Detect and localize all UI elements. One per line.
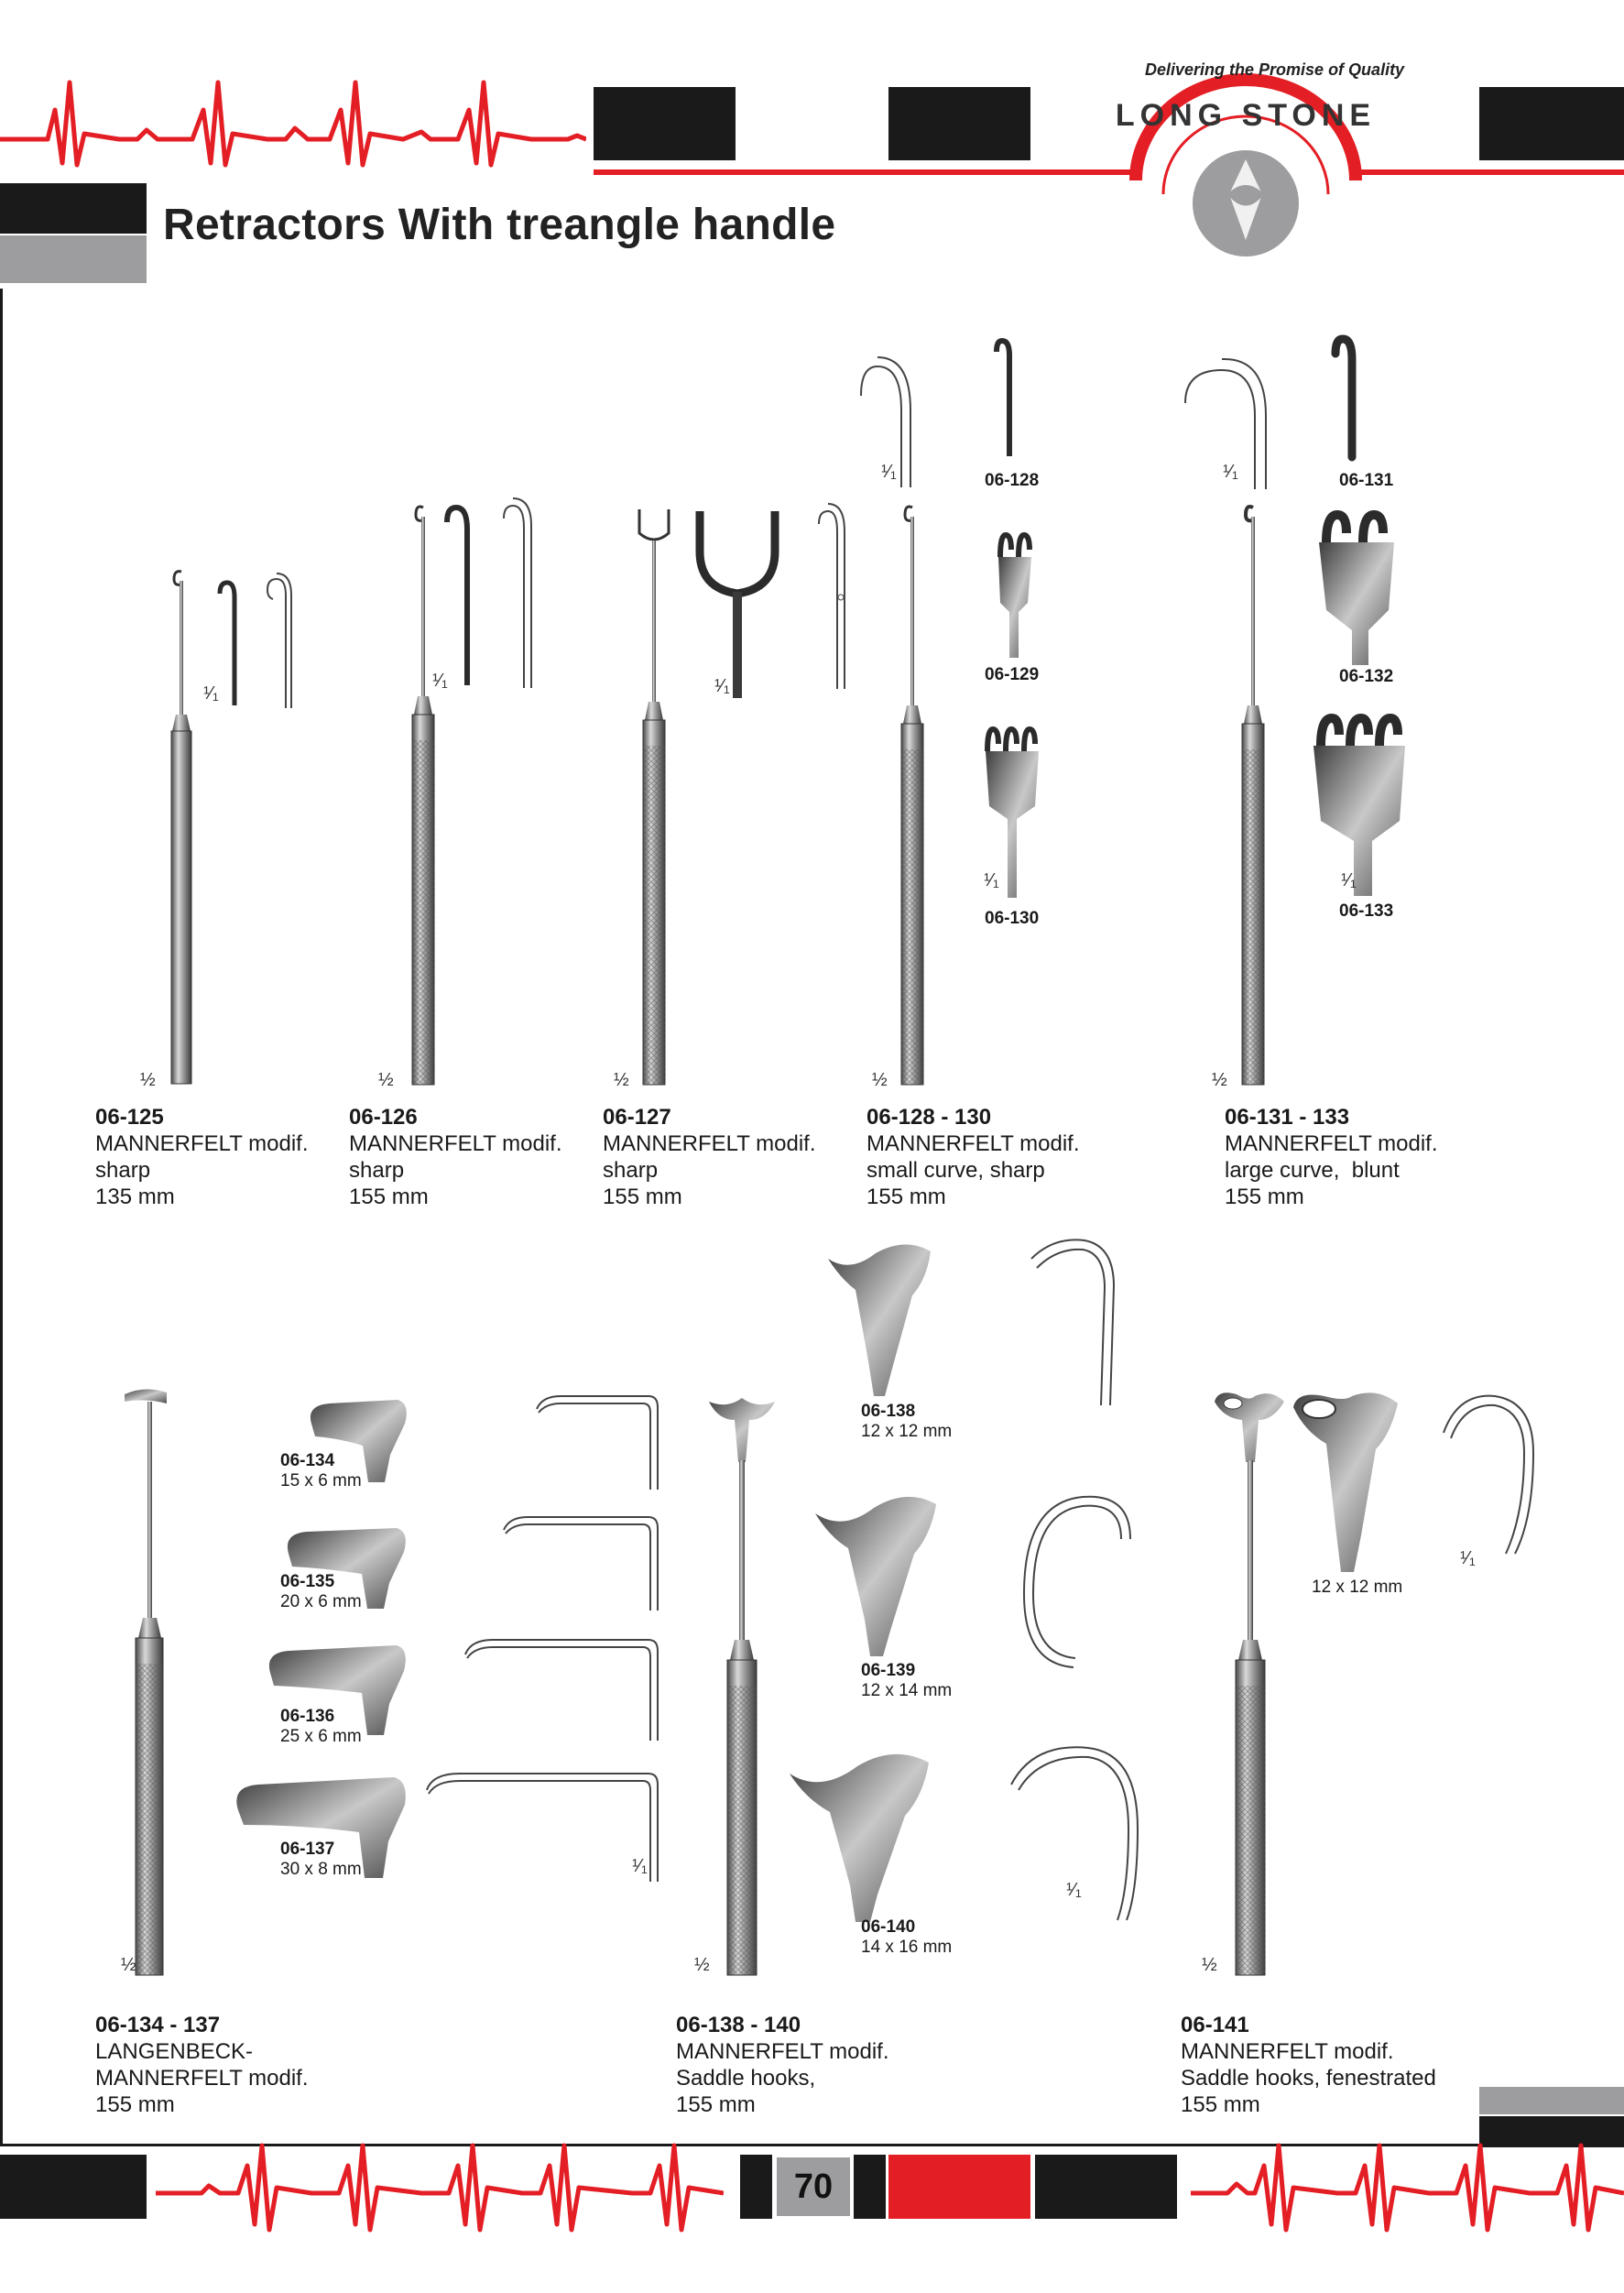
tip-label-06-132: 06-132 (1339, 667, 1394, 686)
scale-label: ½ (1202, 1955, 1217, 1975)
product-desc: sharp (603, 1158, 659, 1183)
product-name: MANNERFELT modif. (95, 1131, 309, 1156)
curve-06-139 (1019, 1484, 1138, 1667)
brand-slogan: Delivering the Promise of Quality (1145, 60, 1405, 79)
long-stone-logo (1108, 57, 1383, 277)
product-code: 06-134 - 137 (95, 2013, 221, 2037)
curve-06-141 (1438, 1389, 1539, 1554)
saddle-06-140 (786, 1739, 932, 1922)
page-title: Retractors With treangle handle (163, 201, 836, 249)
scale-label: ½ (694, 1955, 710, 1975)
instrument-06-131 (1226, 502, 1281, 1090)
tip-label-06-133: 06-133 (1339, 901, 1394, 921)
title-black-bar (0, 183, 147, 234)
header-red-rule (594, 169, 1134, 175)
instrument-06-125 (156, 568, 211, 1090)
product-code: 06-127 (603, 1105, 671, 1130)
instrument-06-141 (1209, 1389, 1292, 1981)
fork-tip-06-133 (1310, 713, 1411, 896)
scale-label: ½ (121, 1955, 136, 1975)
saddle-label-06-139 (861, 1661, 952, 1701)
product-code: 06-141 (1181, 2013, 1249, 2037)
instrument-06-127 (627, 506, 681, 1090)
saddle-06-139 (812, 1482, 940, 1656)
tip-label-06-131: 06-131 (1339, 471, 1394, 490)
caption-06-141 (1181, 2012, 1436, 2118)
instrument-06-138-140 (705, 1392, 779, 1981)
hook-tip-06-128 (995, 337, 1022, 456)
product-code: 06-128 - 130 (866, 1105, 992, 1130)
blade-label-06-135 (280, 1572, 362, 1612)
product-length: 155 mm (349, 1185, 429, 1209)
saddle-size: 14 x 16 mm (861, 1938, 953, 1957)
hook-tip-06-131 (1332, 333, 1374, 457)
heartbeat-line-bottom-right (1191, 2142, 1624, 2243)
product-name: MANNERFELT modif. (603, 1131, 816, 1156)
saddle-code: 06-139 (861, 1661, 916, 1680)
tip-label-06-129: 06-129 (985, 665, 1040, 684)
scale-label: ½ (872, 1070, 888, 1090)
caption-06-126 (349, 1104, 562, 1210)
saddle-06-138 (824, 1231, 934, 1396)
product-length: 155 mm (866, 1185, 946, 1209)
tip-label-06-128: 06-128 (985, 471, 1040, 490)
blade-size: 20 x 6 mm (280, 1592, 362, 1611)
product-name-2: MANNERFELT modif. (95, 2066, 309, 2091)
blade-code: 06-137 (280, 1840, 335, 1859)
scale-label: ¹⁄₁ (1341, 870, 1357, 890)
instrument-06-134-137 (117, 1385, 181, 1981)
product-desc: large curve, blunt (1225, 1158, 1400, 1183)
header-red-rule-right (1356, 169, 1624, 175)
footer-red-block (888, 2155, 1030, 2219)
product-name: MANNERFELT modif. (1181, 2039, 1394, 2064)
scale-label: ¹⁄₁ (881, 462, 897, 482)
heartbeat-line-bottom-left (156, 2142, 724, 2243)
saddle-size: 12 x 12 mm (861, 1422, 953, 1441)
blade-size: 25 x 6 mm (280, 1727, 362, 1746)
product-code: 06-126 (349, 1105, 418, 1130)
page-number: 70 (777, 2157, 850, 2216)
scale-label: ¹⁄₁ (1460, 1548, 1476, 1568)
scale-label: ¹⁄₁ (432, 671, 448, 691)
header-black-block-2 (888, 87, 1030, 160)
fenestrated-tip-06-141 (1288, 1389, 1403, 1572)
product-name: LANGENBECK- (95, 2039, 254, 2064)
caption-06-138-140 (676, 2012, 889, 2118)
profile-06-135 (500, 1510, 670, 1611)
left-margin-rule (0, 289, 3, 2144)
blade-code: 06-136 (280, 1707, 335, 1726)
saddle-label-06-138 (861, 1402, 952, 1442)
product-length: 155 mm (603, 1185, 682, 1209)
title-grey-bar (0, 235, 147, 283)
blade-code: 06-135 (280, 1572, 335, 1591)
fork-tip-06-127 (687, 506, 788, 698)
blade-code: 06-134 (280, 1451, 335, 1470)
instrument-06-126 (396, 502, 451, 1090)
profile-06-136 (462, 1631, 670, 1741)
hook-tip-06-127-b (817, 506, 854, 689)
product-code: 06-131 - 133 (1225, 1105, 1350, 1130)
header-black-block-1 (594, 87, 736, 160)
blade-size: 15 x 6 mm (280, 1471, 362, 1490)
product-length: 135 mm (95, 1185, 175, 1209)
caption-06-127 (603, 1104, 816, 1210)
scale-label: ¹⁄₁ (632, 1856, 648, 1876)
heartbeat-line-top (0, 73, 586, 174)
curve-06-138 (1026, 1231, 1127, 1405)
scale-label: ¹⁄₁ (1066, 1880, 1082, 1900)
product-length: 155 mm (676, 2092, 756, 2117)
product-name: MANNERFELT modif. (349, 1131, 562, 1156)
scale-label: ¹⁄₁ (714, 676, 730, 696)
footer-page-box-left (740, 2155, 772, 2219)
footer-black-block-mid (1035, 2155, 1177, 2219)
scale-label: ¹⁄₁ (984, 870, 999, 890)
tip-label-06-130: 06-130 (985, 909, 1040, 928)
fenestrated-size: 12 x 12 mm (1312, 1578, 1403, 1597)
fork-tip-06-132 (1315, 509, 1398, 665)
hook-tip-06-125-a (216, 577, 244, 705)
product-code: 06-138 - 140 (676, 2013, 801, 2037)
caption-06-131-133 (1225, 1104, 1438, 1210)
caption-06-128-130 (866, 1104, 1080, 1210)
product-desc: small curve, sharp (866, 1158, 1045, 1183)
product-desc: sharp (349, 1158, 405, 1183)
scale-label: ½ (140, 1070, 156, 1090)
footer-page-box-right (854, 2155, 886, 2219)
footer-black-block-left (0, 2155, 147, 2219)
product-length: 155 mm (1225, 1185, 1304, 1209)
scale-label: ¹⁄₁ (1223, 462, 1238, 482)
blade-label-06-134 (280, 1451, 362, 1491)
fork-tip-06-129 (991, 530, 1037, 658)
scale-label: ½ (1212, 1070, 1227, 1090)
brand-text: LONG STONE (1115, 98, 1377, 133)
blade-label-06-137 (280, 1840, 362, 1880)
instrument-06-128 (885, 502, 940, 1090)
profile-06-134 (533, 1389, 670, 1490)
blade-label-06-136 (280, 1707, 362, 1747)
saddle-code: 06-140 (861, 1917, 916, 1937)
hook-tip-06-126-a (443, 502, 480, 685)
blade-size: 30 x 8 mm (280, 1860, 362, 1879)
scale-label: ½ (614, 1070, 629, 1090)
product-name-2: Saddle hooks, fenestrated (1181, 2066, 1436, 2091)
scale-label: ½ (378, 1070, 394, 1090)
product-name: MANNERFELT modif. (1225, 1131, 1438, 1156)
hook-tip-06-125-b (266, 575, 297, 708)
product-name: MANNERFELT modif. (676, 2039, 889, 2064)
caption-06-134-137 (95, 2012, 309, 2118)
product-code: 06-125 (95, 1105, 164, 1130)
caption-06-125 (95, 1104, 309, 1210)
hook-tip-06-126-b (502, 500, 539, 688)
product-length: 155 mm (95, 2092, 175, 2117)
header-black-block-3 (1479, 87, 1624, 160)
product-desc: sharp (95, 1158, 151, 1183)
product-name-2: Saddle hooks, (676, 2066, 816, 2091)
product-length: 155 mm (1181, 2092, 1260, 2117)
saddle-code: 06-138 (861, 1402, 916, 1421)
right-grey-tab (1479, 2087, 1624, 2114)
saddle-size: 12 x 14 mm (861, 1681, 953, 1700)
product-name: MANNERFELT modif. (866, 1131, 1080, 1156)
scale-label: ¹⁄₁ (203, 683, 219, 704)
saddle-label-06-140 (861, 1917, 952, 1958)
